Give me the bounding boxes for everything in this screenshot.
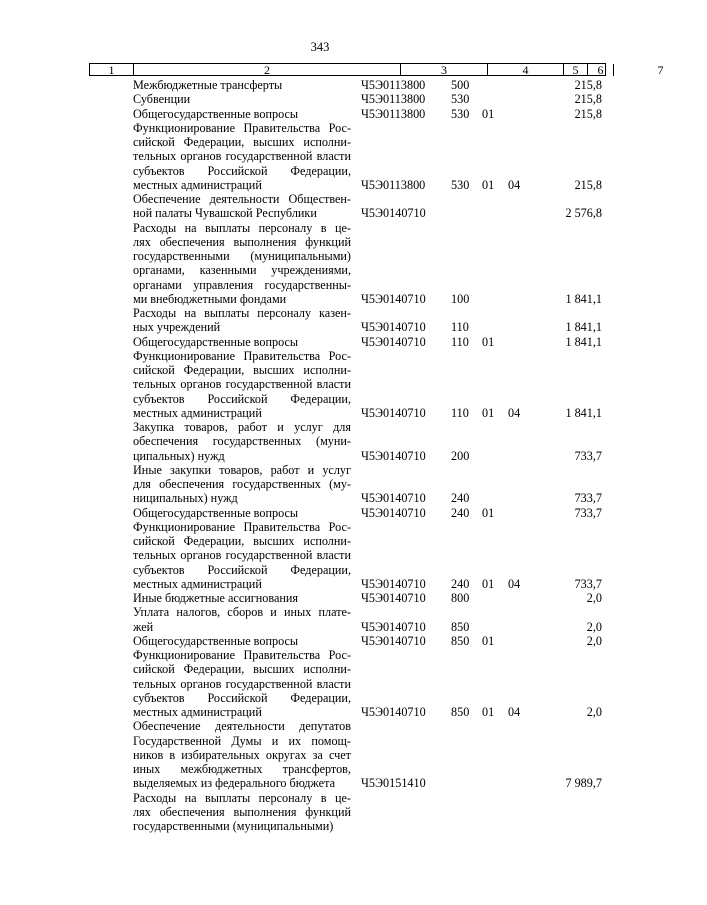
description-line: Функционирование Правительства Рос- <box>133 120 351 135</box>
description-line: субъектов Российской Федерации, <box>133 562 351 577</box>
section: 01 <box>482 576 495 591</box>
subsection: 04 <box>508 177 521 192</box>
description-line: сийской Федерации, высших исполни- <box>133 135 351 149</box>
description-line: ных учреждений <box>133 320 221 335</box>
description-line: ми внебюджетными фондами <box>133 291 287 306</box>
subsection: 04 <box>508 576 521 591</box>
page-number: 343 <box>310 40 330 54</box>
table-row <box>0 605 640 634</box>
description-line: ной палаты Чувашской Республики <box>133 206 317 221</box>
row-description <box>133 634 351 648</box>
target-code: Ч5Э0113800 <box>361 106 426 121</box>
description-line: Функционирование Правительства Рос- <box>133 648 351 662</box>
description-line: тельных органов государственной власти <box>133 676 351 691</box>
description-line: ципальных) нужд <box>133 448 225 463</box>
table-row <box>0 78 640 92</box>
header-col-3: 3 <box>401 64 488 76</box>
target-code: Ч5Э0113800 <box>361 92 426 107</box>
description-line: для обеспечения государственных (му- <box>133 477 351 491</box>
target-code: Ч5Э0151410 <box>361 776 426 791</box>
description-line: выделяемых из федерального бюджета <box>133 776 335 791</box>
row-description <box>133 791 351 834</box>
description-line: сийской Федерации, высших исполни- <box>133 662 351 677</box>
target-code: Ч5Э0140710 <box>361 491 426 506</box>
description-line: Иные закупки товаров, работ и услуг <box>133 462 351 477</box>
description-line: тельных органов государственной власти <box>133 149 351 164</box>
section: 01 <box>482 177 495 192</box>
table-row <box>0 719 640 790</box>
row-description <box>133 221 351 307</box>
row-description <box>133 349 351 420</box>
description-line: субъектов Российской Федерации, <box>133 163 351 178</box>
target-code: Ч5Э0140710 <box>361 206 426 221</box>
target-code: Ч5Э0140710 <box>361 576 426 591</box>
expense-type: 240 <box>451 505 470 520</box>
description-line: Субвенции <box>133 92 191 107</box>
amount: 2,0 <box>586 633 602 648</box>
description-line: Расходы на выплаты персоналу в це- <box>133 790 351 805</box>
description-line: Уплата налогов, сборов и иных плате- <box>133 605 351 620</box>
description-line: Общегосударственные вопросы <box>133 633 299 648</box>
table-row <box>0 420 640 463</box>
description-line: лях обеспечения выполнения функций <box>133 804 351 819</box>
expense-type: 800 <box>451 591 470 605</box>
amount: 7 989,7 <box>565 776 602 791</box>
target-code: Ч5Э0140710 <box>361 334 426 349</box>
amount: 1 841,1 <box>565 334 602 349</box>
section: 01 <box>482 334 495 349</box>
table-row <box>0 648 640 719</box>
amount: 733,7 <box>574 448 602 463</box>
amount: 733,7 <box>574 576 602 591</box>
row-description <box>133 192 351 221</box>
target-code: Ч5Э0140710 <box>361 405 426 420</box>
target-code: Ч5Э0140710 <box>361 505 426 520</box>
section: 01 <box>482 106 495 121</box>
subsection: 04 <box>508 705 521 719</box>
expense-type: 240 <box>451 576 470 591</box>
description-line: Общегосударственные вопросы <box>133 334 299 349</box>
table-row <box>0 306 640 335</box>
expense-type: 500 <box>451 78 470 92</box>
row-description <box>133 92 351 106</box>
row-description <box>133 306 351 335</box>
table-row <box>0 349 640 420</box>
description-line: Межбюджетные трансферты <box>133 78 283 92</box>
table-row <box>0 463 640 506</box>
target-code: Ч5Э0113800 <box>361 78 426 92</box>
target-code: Ч5Э0140710 <box>361 448 426 463</box>
description-line: тельных органов государственной власти <box>133 377 351 392</box>
description-line: государственными (муниципальными) <box>133 819 334 833</box>
amount: 215,8 <box>574 106 602 121</box>
section: 01 <box>482 633 495 648</box>
description-line: Обеспечение деятельности депутатов <box>133 719 351 734</box>
amount: 2 576,8 <box>565 206 602 221</box>
row-description <box>133 719 351 790</box>
table-row <box>0 121 640 192</box>
amount: 2,0 <box>586 705 602 719</box>
table-body <box>0 78 640 833</box>
header-col-7: 7 <box>657 63 664 77</box>
header-col-4: 4 <box>488 64 564 76</box>
amount: 1 841,1 <box>565 405 602 420</box>
table-row <box>0 634 640 648</box>
row-description <box>133 463 351 506</box>
row-description <box>133 107 351 121</box>
amount: 215,8 <box>574 78 602 92</box>
expense-type: 110 <box>451 405 469 420</box>
target-code: Ч5Э0113800 <box>361 177 426 192</box>
expense-type: 110 <box>451 320 469 335</box>
expense-type: 240 <box>451 491 470 506</box>
section: 01 <box>482 505 495 520</box>
description-line: сийской Федерации, высших исполни- <box>133 534 351 548</box>
description-line: тельных органов государственной власти <box>133 548 351 563</box>
row-description <box>133 648 351 719</box>
amount: 2,0 <box>586 591 602 605</box>
row-description <box>133 605 351 634</box>
description-line: местных администраций <box>133 177 262 192</box>
expense-type: 850 <box>451 633 470 648</box>
description-line: лях обеспечения выполнения функций <box>133 234 351 249</box>
description-line: Расходы на выплаты персоналу казен- <box>133 306 351 320</box>
expense-type: 110 <box>451 334 469 349</box>
expense-type: 530 <box>451 92 470 107</box>
expense-type: 200 <box>451 448 470 463</box>
amount: 733,7 <box>574 491 602 506</box>
expense-type: 530 <box>451 177 470 192</box>
description-line: Государственной Думы и их помощ- <box>133 733 351 748</box>
table-row <box>0 506 640 520</box>
expense-type: 530 <box>451 106 470 121</box>
header-col-5: 5 <box>564 64 588 76</box>
amount: 1 841,1 <box>565 320 602 335</box>
expense-type: 850 <box>451 619 470 634</box>
description-line: Иные бюджетные ассигнования <box>133 591 299 605</box>
header-col-6: 6 <box>588 64 614 76</box>
description-line: субъектов Российской Федерации, <box>133 690 351 705</box>
expense-type: 100 <box>451 291 470 306</box>
subsection: 04 <box>508 405 521 420</box>
table-row <box>0 107 640 121</box>
row-description <box>133 420 351 463</box>
description-line: Закупка товаров, работ и услуг для <box>133 420 351 434</box>
description-line: государственными (муниципальными) <box>133 249 351 263</box>
description-line: Обеспечение деятельности Обществен- <box>133 192 351 206</box>
header-col-1: 1 <box>90 64 134 76</box>
row-description <box>133 520 351 591</box>
row-description <box>133 506 351 520</box>
row-description <box>133 335 351 349</box>
table-row <box>0 520 640 591</box>
amount: 215,8 <box>574 177 602 192</box>
description-line: Расходы на выплаты персоналу в це- <box>133 220 351 235</box>
description-line: субъектов Российской Федерации, <box>133 391 351 406</box>
expense-type: 850 <box>451 705 470 719</box>
target-code: Ч5Э0140710 <box>361 320 426 335</box>
table-header <box>89 63 664 77</box>
description-line: ниципальных) нужд <box>133 491 238 506</box>
amount: 1 841,1 <box>565 291 602 306</box>
description-line: Общегосударственные вопросы <box>133 505 299 520</box>
header-col-2: 2 <box>134 64 401 76</box>
target-code: Ч5Э0140710 <box>361 705 426 719</box>
description-line: органами, казенными учреждениями, <box>133 263 351 278</box>
target-code: Ч5Э0140710 <box>361 291 426 306</box>
table-row <box>0 92 640 106</box>
amount: 215,8 <box>574 92 602 107</box>
target-code: Ч5Э0140710 <box>361 591 426 605</box>
section: 01 <box>482 705 495 719</box>
table-row <box>0 221 640 307</box>
target-code: Ч5Э0140710 <box>361 619 426 634</box>
row-description <box>133 78 351 92</box>
description-line: местных администраций <box>133 405 262 420</box>
table-row <box>0 192 640 221</box>
description-line: обеспечения государственных (муни- <box>133 434 351 449</box>
section: 01 <box>482 405 495 420</box>
table-row <box>0 791 640 834</box>
description-line: сийской Федерации, высших исполни- <box>133 363 351 377</box>
table-row <box>0 335 640 349</box>
amount: 2,0 <box>586 619 602 634</box>
table-row <box>0 591 640 605</box>
description-line: Функционирование Правительства Рос- <box>133 348 351 363</box>
description-line: Общегосударственные вопросы <box>133 106 299 121</box>
description-line: иных межбюджетных трансфертов, <box>133 762 351 776</box>
description-line: органами управления государственны- <box>133 277 351 292</box>
description-line: ников в избирательных округах за счет <box>133 747 351 762</box>
description-line: Функционирование Правительства Рос- <box>133 519 351 534</box>
description-line: местных администраций <box>133 705 262 719</box>
row-description <box>133 591 351 605</box>
target-code: Ч5Э0140710 <box>361 633 426 648</box>
amount: 733,7 <box>574 505 602 520</box>
row-description <box>133 121 351 192</box>
description-line: жей <box>133 619 154 634</box>
description-line: местных администраций <box>133 576 262 591</box>
